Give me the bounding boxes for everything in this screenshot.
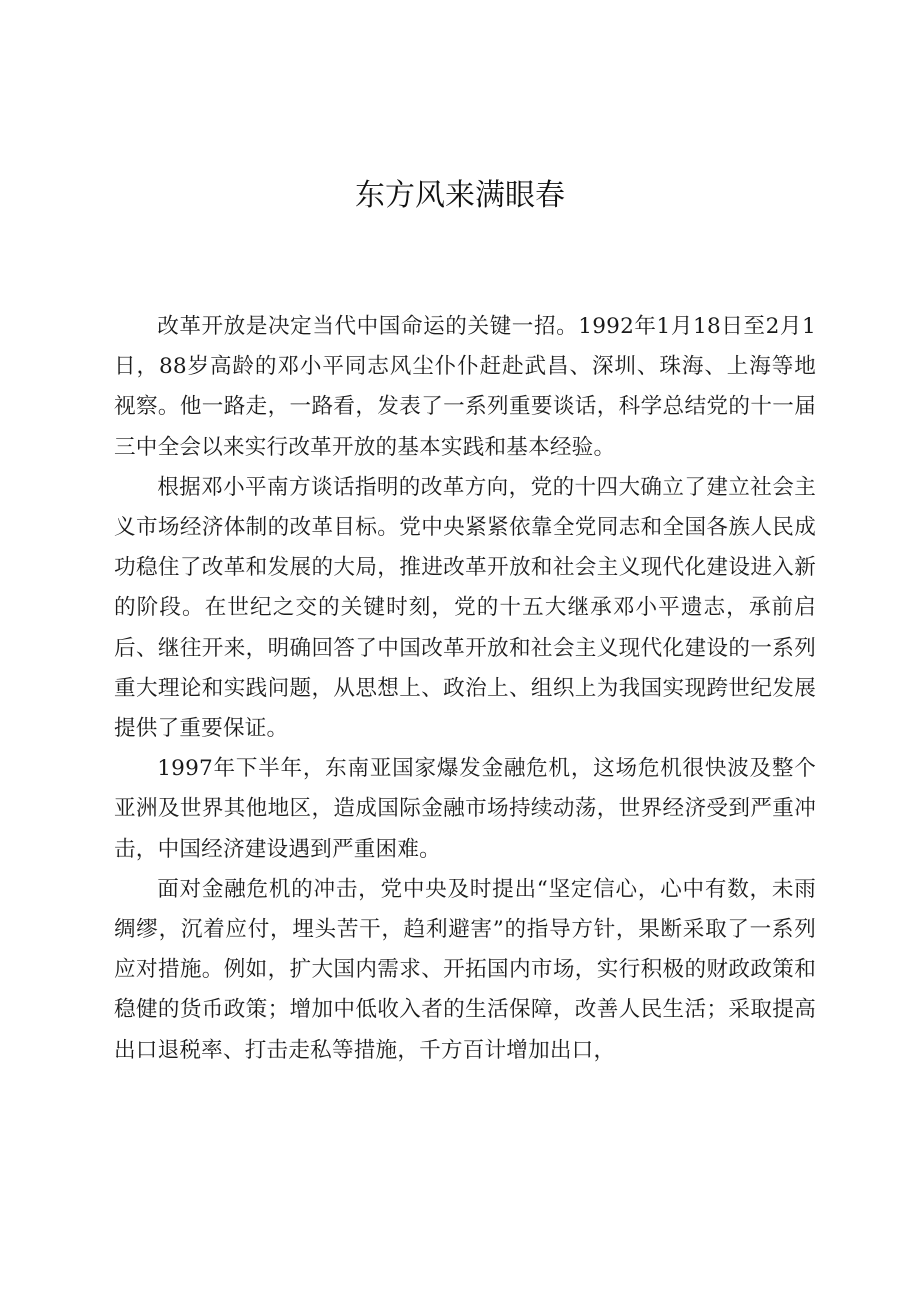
paragraph-2: 根据邓小平南方谈话指明的改革方向，党的十四大确立了建立社会主义市场经济体制的改革目标。党中央紧紧依靠全党同志和全国各族人民成功稳住了改革和发展的大局，推进改革开放和社会主义现代化建设进入新的阶段。在世纪之交的关键时刻，党的十五大继承邓小平遗志，承前启后、继往开来，明确回答了中国改革开放和社会主义现代化建设的一系列重大理论和实践问题，从思想上、政治上、组织上为我国实现跨世纪发展提供了重要保证。 [114, 474, 816, 742]
paragraph-1: 改革开放是决定当代中国命运的关键一招。1992年1月18日至2月1日，88岁高龄的邓小平同志风尘仆仆赶赴武昌、深圳、珠海、上海等地视察。他一路走，一路看，发表了一系列重要谈话，科学总结党的十一届三中全会以来实行改革开放的基本实践和基本经验。 [114, 314, 816, 460]
paragraph-4: 面对金融危机的冲击，党中央及时提出“坚定信心，心中有数，未雨绸缪，沉着应付，埋头苦干，趋利避害”的指导方针，果断采取了一系列应对措施。例如，扩大国内需求、开拓国内市场，实行积极的财政政策和稳健的货币政策；增加中低收入者的生活保障，改善人民生活；采取提高出口退税率、打击走私等措施，千方百计增加出口， [114, 876, 816, 1063]
document-body [114, 307, 816, 1071]
paragraph-3: 1997年下半年，东南亚国家爆发金融危机，这场危机很快波及整个亚洲及世界其他地区，造成国际金融市场持续动荡，世界经济受到严重冲击，中国经济建设遇到严重困难。 [114, 756, 816, 862]
document-title: 东方风来满眼春 [355, 178, 565, 213]
